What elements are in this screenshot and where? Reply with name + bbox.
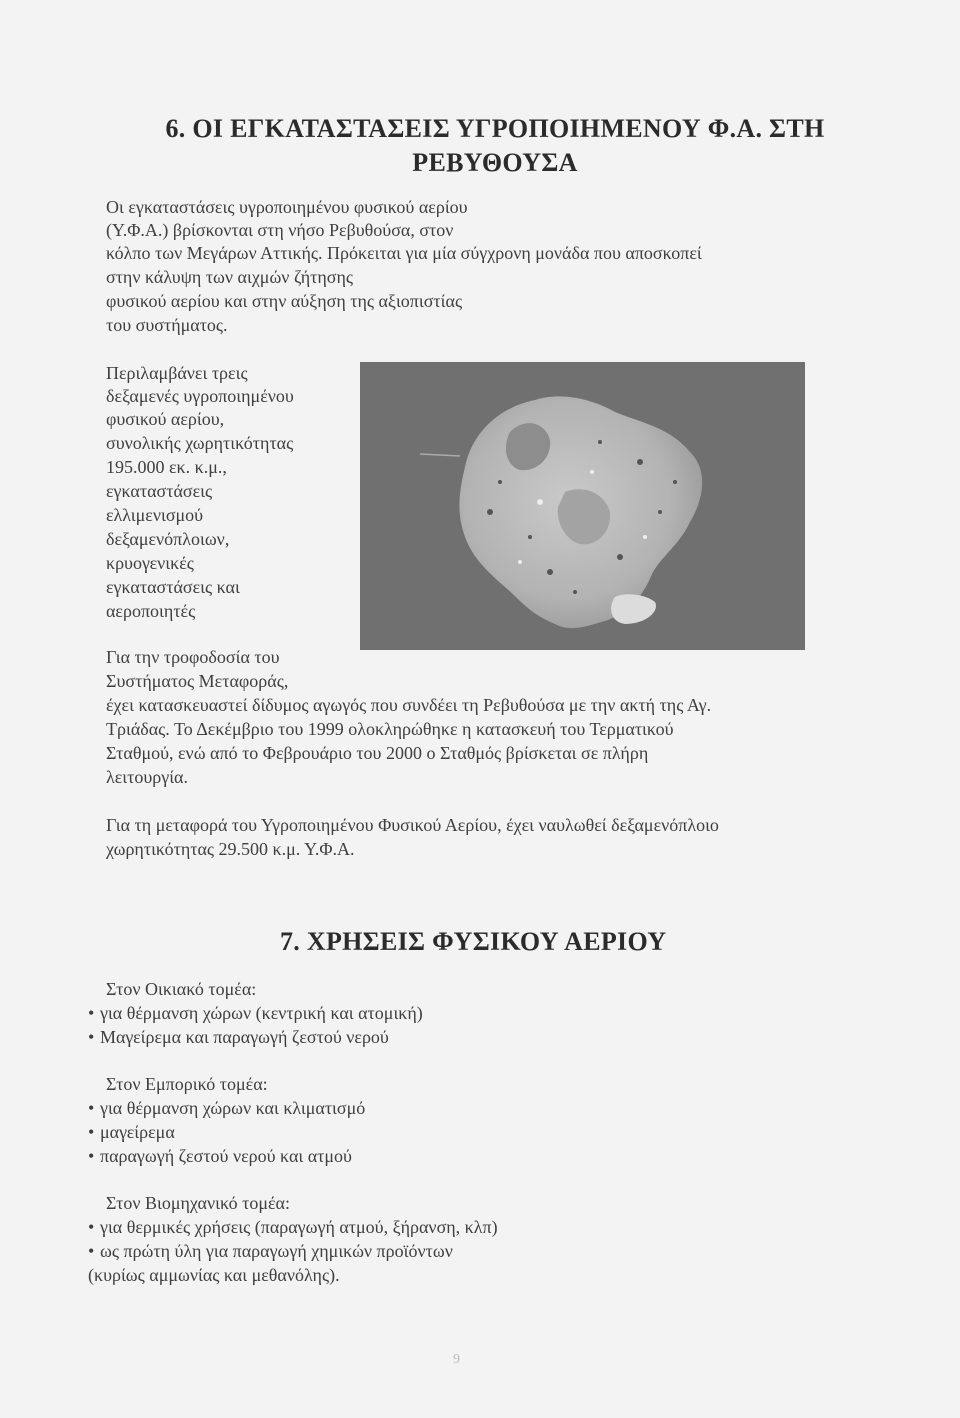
facilities-line: δεξαμενόπλοιων, xyxy=(106,529,230,549)
intro-line: Οι εγκαταστάσεις υγροποιημένου φυσικού αερίου xyxy=(106,197,468,217)
list-item-text: Μαγείρεμα και παραγωγή ζεστού νερού xyxy=(100,1027,389,1047)
bullet-icon: • xyxy=(88,1217,95,1237)
bullet-icon: • xyxy=(88,1122,95,1142)
facilities-line: δεξαμενές υγροποιημένου xyxy=(106,386,294,406)
industrial-label: Στον Βιομηχανικό τομέα: xyxy=(106,1193,290,1213)
facilities-line: φυσικού αερίου, xyxy=(106,409,225,429)
intro-line: στην κάλυψη των αιχμών ζήτησης xyxy=(106,267,353,287)
list-item xyxy=(88,1216,498,1238)
intro-line: (Υ.Φ.Α.) βρίσκονται στη νήσο Ρεβυθούσα, στον xyxy=(106,220,454,240)
list-item xyxy=(88,1002,423,1024)
section-6-heading xyxy=(150,112,840,180)
list-item-text: για θερμικές χρήσεις (παραγωγή ατμού, ξήρανση, κλπ) xyxy=(100,1217,498,1237)
bullet-icon: • xyxy=(88,1027,95,1047)
intro-line: κόλπο των Μεγάρων Αττικής. Πρόκειται για μία σύγχρονη μονάδα που αποσκοπεί xyxy=(106,243,702,263)
list-item xyxy=(88,1026,389,1048)
list-item-continuation: (κυρίως αμμωνίας και μεθανόλης). xyxy=(88,1265,340,1285)
domestic-label: Στον Οικιακό τομέα: xyxy=(106,979,257,999)
supply-line: Για την τροφοδοσία του xyxy=(106,647,280,667)
section-6-title-line-2: ΡΕΒΥΘΟΥΣΑ xyxy=(412,148,578,177)
list-item-text: μαγείρεμα xyxy=(100,1122,175,1142)
list-item xyxy=(88,1121,175,1143)
facilities-line: συνολικής χωρητικότητας xyxy=(106,433,294,453)
list-item xyxy=(88,1097,365,1119)
transport-line: χωρητικότητας 29.500 κ.μ. Υ.Φ.Α. xyxy=(106,839,355,859)
bullet-icon: • xyxy=(88,1098,95,1118)
intro-line: φυσικού αερίου και στην αύξηση της αξιοπιστίας xyxy=(106,291,463,311)
supply-line: Σταθμού, ενώ από το Φεβρουάριο του 2000 ο Σταθμός βρίσκεται σε πλήρη xyxy=(106,743,649,763)
list-item xyxy=(88,1145,352,1167)
facilities-line: αεροποιητές xyxy=(106,601,196,621)
section-7-heading: 7. ΧΡΗΣΕΙΣ ΦΥΣΙΚΟΥ ΑΕΡΙΟΥ xyxy=(280,927,667,956)
supply-line: Τριάδας. Το Δεκέμβριο του 1999 ολοκληρώθηκε η κατασκευή του Τερματικού xyxy=(106,719,674,739)
list-item-text: για θέρμανση χώρων (κεντρική και ατομική) xyxy=(100,1003,423,1023)
commercial-label: Στον Εμπορικό τομέα: xyxy=(106,1074,268,1094)
list-item xyxy=(88,1240,453,1262)
bullet-icon: • xyxy=(88,1146,95,1166)
bullet-icon: • xyxy=(88,1003,95,1023)
transport-line: Για τη μεταφορά του Υγροποιημένου Φυσικού Αερίου, έχει ναυλωθεί δεξαμενόπλοιο xyxy=(106,815,719,835)
supply-line: έχει κατασκευαστεί δίδυμος αγωγός που συνδέει τη Ρεβυθούσα με την ακτή της Αγ. xyxy=(106,695,712,715)
revithoussa-island-photo xyxy=(360,362,805,650)
page-number: 9 xyxy=(453,1352,460,1367)
list-item-text: για θέρμανση χώρων και κλιματισμό xyxy=(100,1098,366,1118)
intro-line: του συστήματος. xyxy=(106,315,228,335)
facilities-line: εγκαταστάσεις xyxy=(106,481,213,501)
facilities-line: εγκαταστάσεις και xyxy=(106,577,240,597)
list-item-text: παραγωγή ζεστού νερού και ατμού xyxy=(100,1146,352,1166)
facilities-line: ελλιμενισμού xyxy=(106,505,204,525)
supply-line: Συστήματος Μεταφοράς, xyxy=(106,671,289,691)
supply-line: λειτουργία. xyxy=(106,767,188,787)
list-item-text: ως πρώτη ύλη για παραγωγή χημικών προϊόντων xyxy=(100,1241,453,1261)
facilities-line: κρυογενικές xyxy=(106,553,194,573)
bullet-icon: • xyxy=(88,1241,95,1261)
section-6-title-line-1: 6. ΟΙ ΕΓΚΑΤΑΣΤΑΣΕΙΣ ΥΓΡΟΠΟΙΗΜΕΝΟΥ Φ.Α. ΣΤΗ xyxy=(165,114,825,143)
facilities-line: 195.000 εκ. κ.μ., xyxy=(106,457,227,477)
facilities-line: Περιλαμβάνει τρεις xyxy=(106,363,248,383)
